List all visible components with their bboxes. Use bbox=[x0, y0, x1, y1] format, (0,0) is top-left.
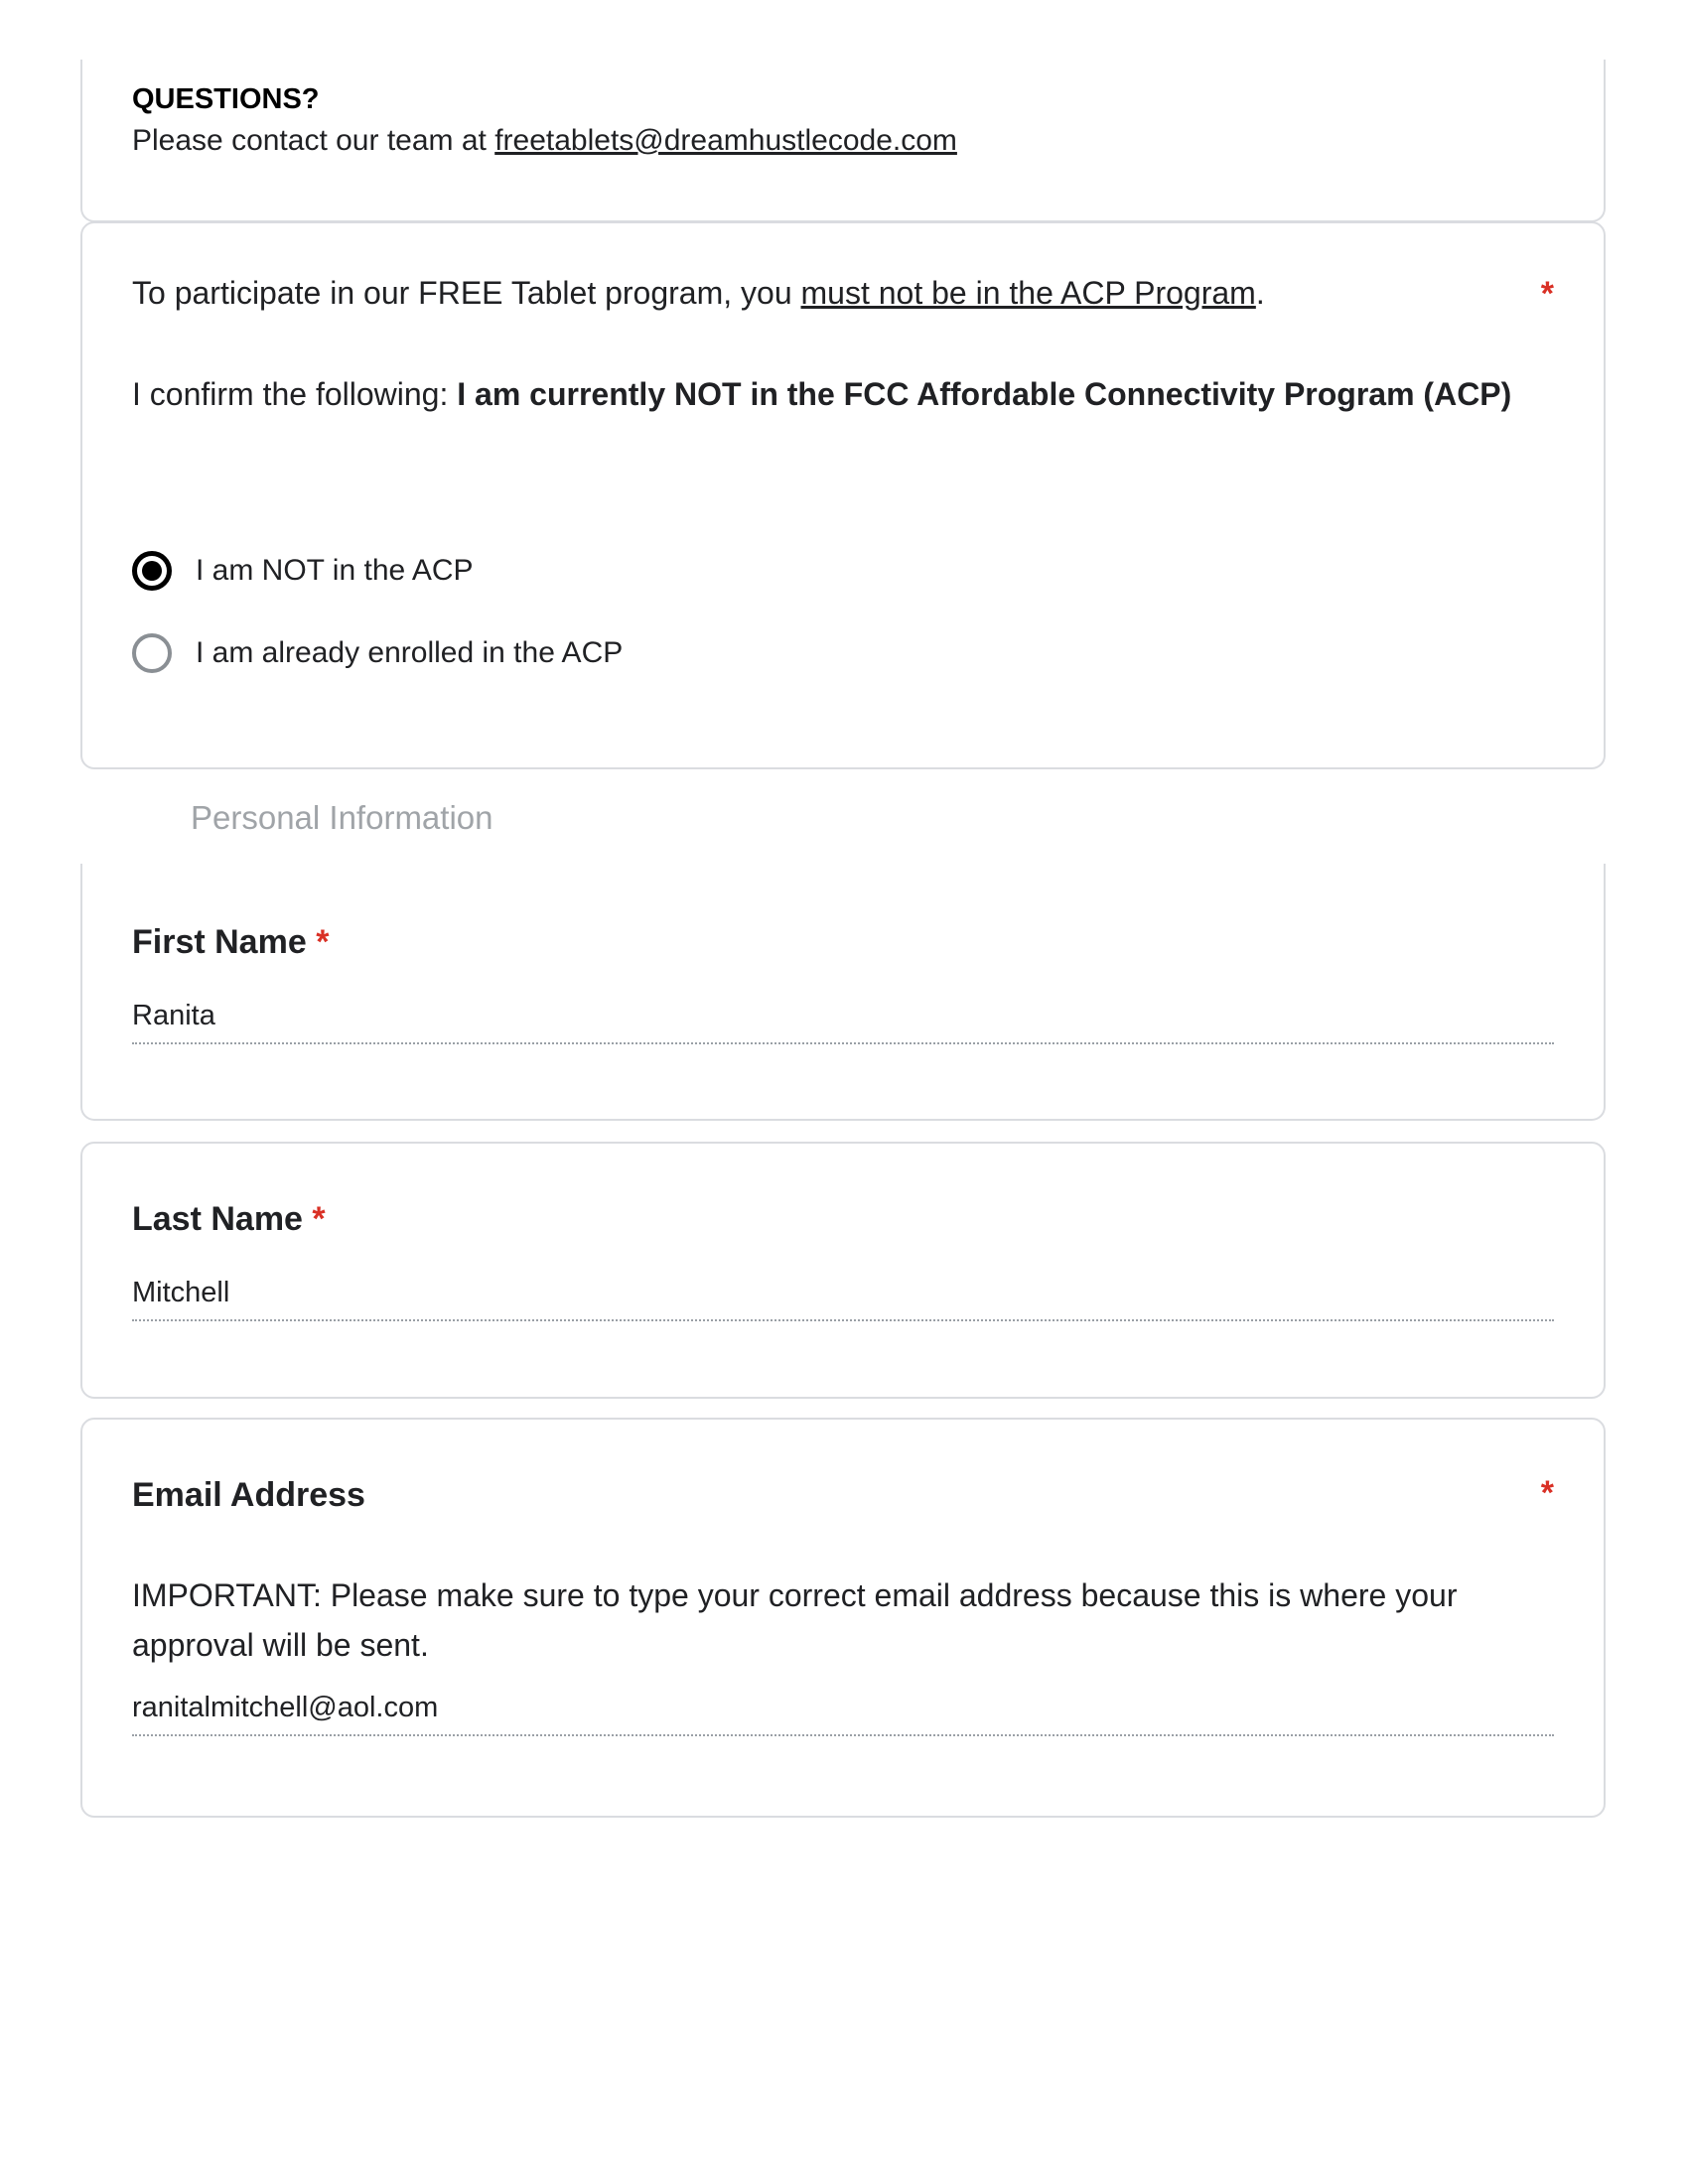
acp-confirm-bold: I am currently NOT in the FCC Affordable Connectivity Program (ACP) bbox=[457, 376, 1512, 412]
acp-confirm-prefix: I confirm the following: bbox=[132, 376, 458, 412]
email-required-mark: * bbox=[1540, 1474, 1554, 1512]
email-label: Email Address bbox=[132, 1476, 365, 1514]
first-name-input[interactable]: Ranita bbox=[132, 1000, 1554, 1044]
last-name-input[interactable]: Mitchell bbox=[132, 1277, 1554, 1321]
contact-prefix: Please contact our team at bbox=[132, 124, 495, 157]
acp-intro-underlined: must not be in the ACP Program bbox=[800, 275, 1256, 311]
last-name-label-text: Last Name bbox=[132, 1200, 303, 1238]
last-name-required-mark: * bbox=[312, 1200, 326, 1238]
acp-required-mark: * bbox=[1540, 275, 1554, 313]
first-name-required-mark: * bbox=[316, 923, 330, 961]
radio-option-label: I am NOT in the ACP bbox=[196, 554, 474, 587]
last-name-card bbox=[80, 1142, 1606, 1399]
radio-button-unselected[interactable] bbox=[132, 633, 172, 673]
last-name-label bbox=[132, 1200, 1554, 1239]
email-description: IMPORTANT: Please make sure to type your correct email address because this is where your approval will be sent. bbox=[132, 1577, 1458, 1663]
acp-intro-text bbox=[132, 268, 1494, 318]
email-input[interactable]: ranitalmitchell@aol.com bbox=[132, 1692, 1554, 1736]
questions-heading: QUESTIONS? bbox=[132, 83, 320, 115]
contact-email-link[interactable]: freetablets@dreamhustlecode.com bbox=[494, 124, 957, 157]
acp-intro-suffix: . bbox=[1255, 275, 1265, 311]
acp-confirm-text bbox=[132, 369, 1554, 419]
radio-button-selected[interactable] bbox=[132, 551, 172, 591]
contact-line bbox=[132, 119, 1554, 163]
first-name-label-text: First Name bbox=[132, 923, 307, 961]
email-card bbox=[80, 1418, 1606, 1818]
first-name-label bbox=[132, 923, 1554, 962]
first-name-card bbox=[80, 864, 1606, 1121]
acp-question-card bbox=[80, 221, 1606, 769]
questions-card bbox=[80, 60, 1606, 222]
radio-option-already-enrolled[interactable] bbox=[132, 633, 623, 673]
section-title: Personal Information bbox=[191, 799, 493, 836]
radio-option-label: I am already enrolled in the ACP bbox=[196, 636, 624, 669]
acp-intro-prefix: To participate in our FREE Tablet program, you bbox=[132, 275, 801, 311]
radio-option-not-in-acp[interactable] bbox=[132, 551, 474, 591]
